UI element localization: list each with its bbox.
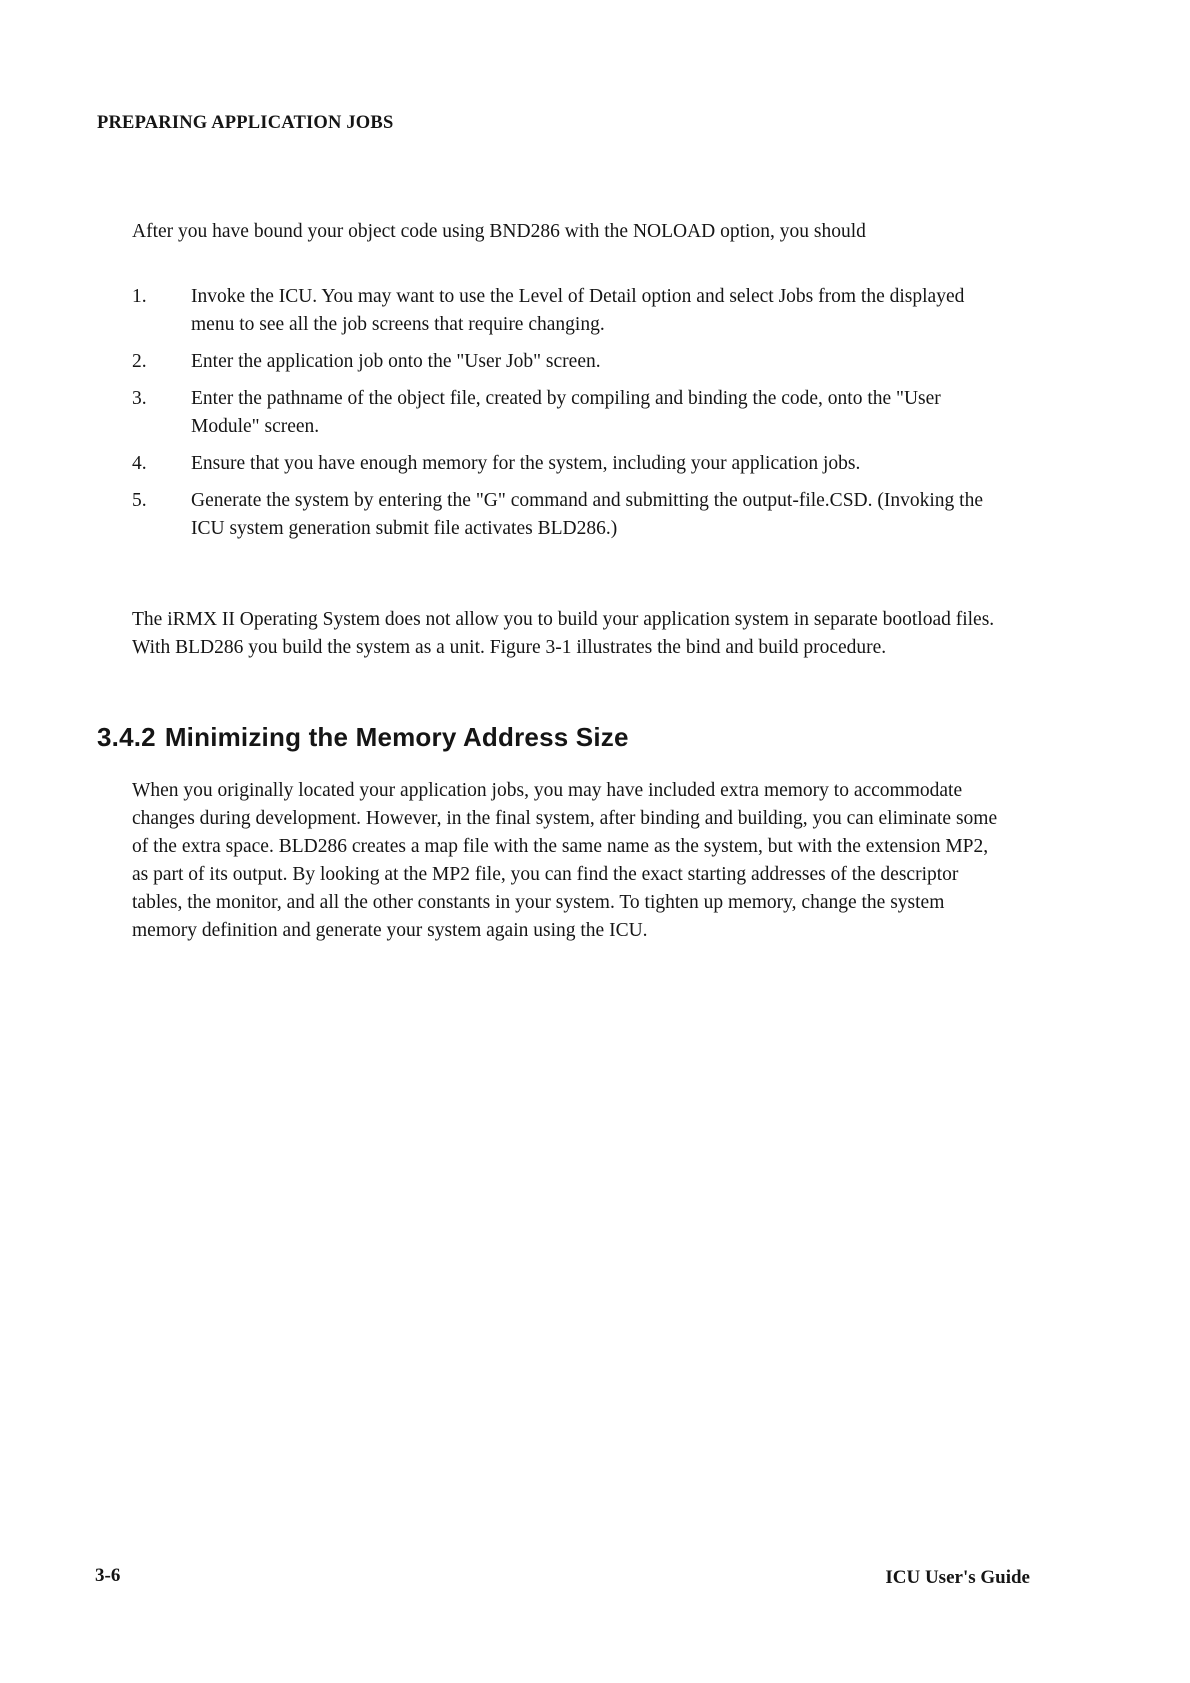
list-item <box>132 450 1002 478</box>
intro-paragraph: After you have bound your object code using BND286 with the NOLOAD option, you should <box>132 221 866 242</box>
procedure-steps <box>132 283 1002 552</box>
step-number: 2. <box>132 351 147 372</box>
page-number: 3-6 <box>95 1565 121 1586</box>
running-head: PREPARING APPLICATION JOBS <box>97 113 394 133</box>
step-text: Invoke the ICU. You may want to use the Level of Detail option and select Jobs from the displayed menu to see all the job screens that require changing. <box>191 286 965 335</box>
list-item <box>132 283 1002 339</box>
section-paragraph: When you originally located your application jobs, you may have included extra memory to accommodate changes during development. However, in the final system, after binding and building, you can eliminate some of the extra space. BLD286 creates a map file with the same name as the system, but with the extension MP2, as part of its output. By looking at the MP2 file, you can find the exact starting addresses of the descriptor tables, the monitor, and all the other constants in your system. To tighten up memory, change the system memory definition and generate your system again using the ICU. <box>132 780 998 941</box>
section-number: 3.4.2 <box>97 722 156 752</box>
step-number: 1. <box>132 286 147 307</box>
list-item <box>132 385 1002 441</box>
step-text: Enter the application job onto the "User Job" screen. <box>191 351 601 372</box>
step-number: 4. <box>132 453 147 474</box>
step-number: 3. <box>132 388 147 409</box>
section-title: Minimizing the Memory Address Size <box>164 722 629 752</box>
list-item <box>132 348 1002 376</box>
summary-paragraph: The iRMX II Operating System does not allow you to build your application system in separate bootload files. With BLD286 you build the system as a unit. Figure 3-1 illustrates the bind and build procedure. <box>132 609 995 658</box>
step-text: Ensure that you have enough memory for the system, including your application jobs. <box>191 453 861 474</box>
list-item <box>132 487 1002 543</box>
step-text: Enter the pathname of the object file, created by compiling and binding the code, onto the "User Module" screen. <box>191 388 941 437</box>
step-number: 5. <box>132 490 147 511</box>
step-text: Generate the system by entering the "G" command and submitting the output-file.CSD. (Invoking the ICU system generation submit file activates BLD286.) <box>191 490 983 539</box>
section-heading <box>97 722 629 753</box>
book-title: ICU User's Guide <box>885 1567 1030 1588</box>
